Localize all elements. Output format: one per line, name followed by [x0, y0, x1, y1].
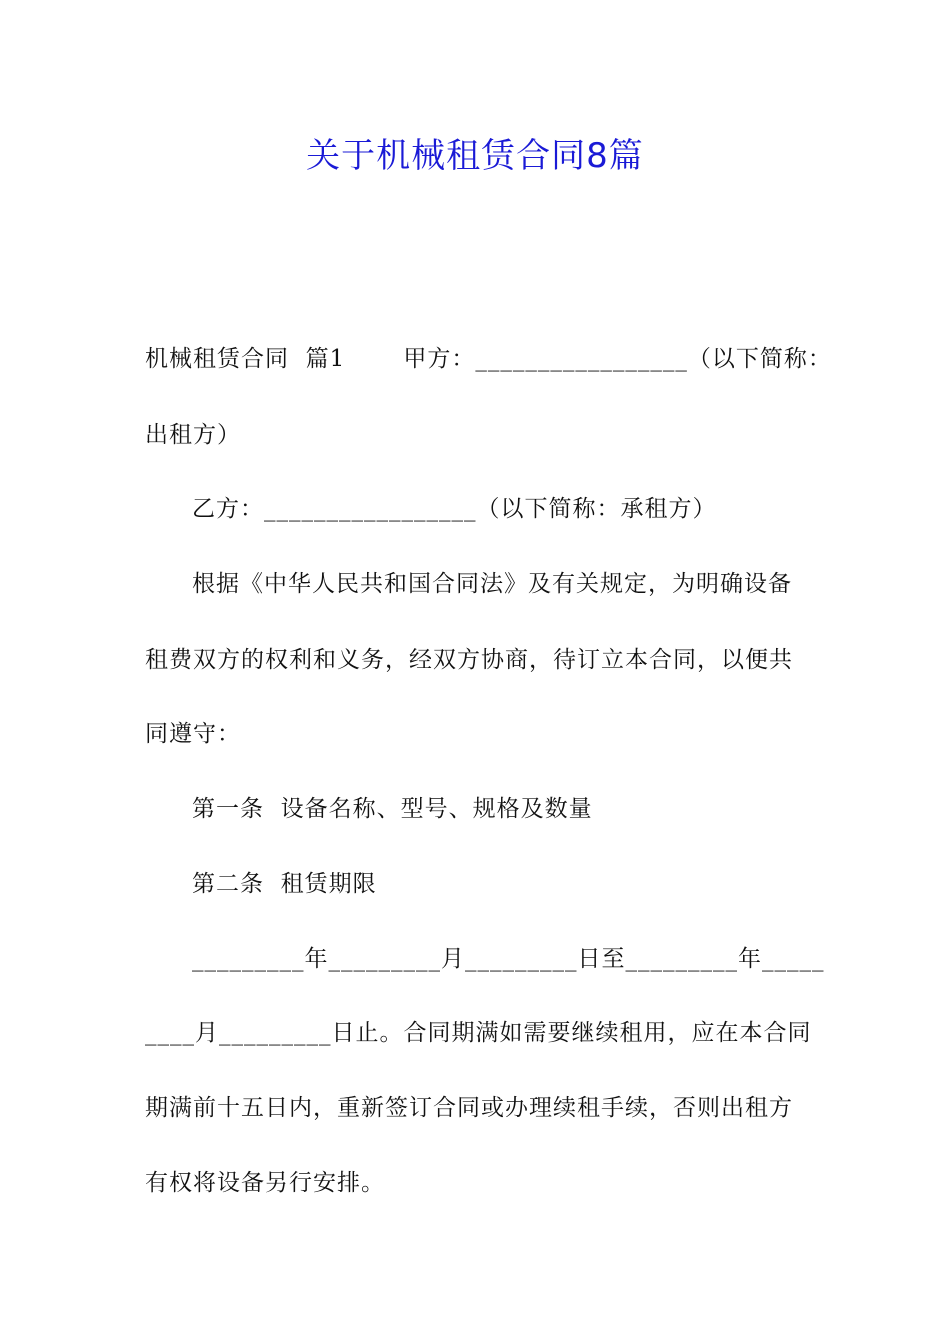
document-title: 关于机械租赁合同8篇: [306, 136, 644, 176]
article-heading: 第一条 设备名称、型号、规格及数量: [192, 796, 593, 822]
paragraph-line: 根据《中华人民共和国合同法》及有关规定，为明确设备: [192, 571, 792, 597]
article-heading: 第二条 租赁期限: [192, 871, 377, 897]
paragraph-line: 有权将设备另行安排。: [145, 1170, 385, 1196]
paragraph-line: ____月_________日止。合同期满如需要继续租用，应在本合同: [145, 1020, 812, 1046]
paragraph-line: 机械租赁合同 篇1 甲方：_________________（以下简称：: [145, 346, 832, 372]
paragraph-line: _________年_________月_________日至_________年_____: [192, 946, 825, 972]
paragraph-line: 租费双方的权利和义务，经双方协商，待订立本合同，以便共: [145, 647, 793, 673]
paragraph-line: 同遵守：: [145, 721, 241, 747]
paragraph-line: 乙方：_________________（以下简称：承租方）: [192, 496, 717, 522]
paragraph-line: 期满前十五日内，重新签订合同或办理续租手续，否则出租方: [145, 1095, 793, 1121]
paragraph-line: 出租方）: [145, 422, 241, 448]
